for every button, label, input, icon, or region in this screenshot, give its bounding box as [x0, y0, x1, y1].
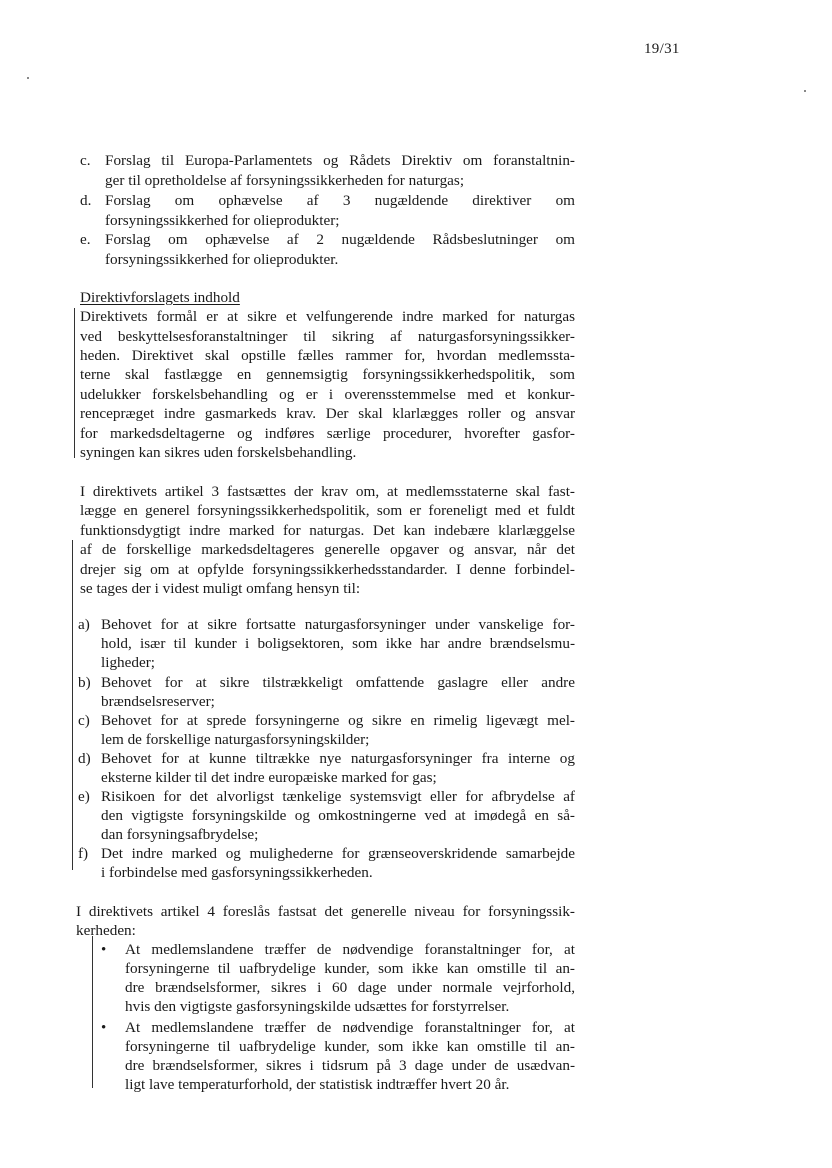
list-item-line: ger til opretholdelse af forsyningssikkerheden for naturgas;	[105, 172, 465, 189]
scan-speck	[804, 90, 806, 92]
list-item-letter: c)	[78, 712, 90, 729]
list-item-line: i forbindelse med gasforsyningssikkerheden.	[101, 864, 373, 881]
bullet-line: forsyningerne til uafbrydelige kunder, som ikke kan omstille til an-	[125, 960, 575, 977]
paragraph-line: terne skal fastlægge en gennemsigtig forsyningssikkerhedspolitik, som	[80, 366, 575, 383]
paragraph-line: I direktivets artikel 4 foreslås fastsat det generelle niveau for forsyningssik-	[76, 903, 575, 920]
paragraph-line: for markedsdeltagerne og indføres særlige procedurer, hvorefter gasfor-	[80, 425, 575, 442]
paragraph-line: rencepræget indre gasmarkeds krav. Der skal klarlægges roller og ansvar	[80, 405, 575, 422]
list-item-letter: e.	[80, 231, 91, 248]
list-item-letter: d.	[80, 192, 92, 209]
margin-bar	[92, 936, 93, 1088]
section-heading: Direktivforslagets indhold	[80, 289, 240, 306]
list-item-letter: c.	[80, 152, 91, 169]
bullet-icon: •	[101, 1020, 107, 1036]
list-item-line: Behovet for at sikre tilstrækkeligt omfattende gaslagre eller andre	[101, 674, 575, 691]
bullet-line: At medlemslandene træffer de nødvendige foranstaltninger for, at	[125, 941, 575, 958]
bullet-line: At medlemslandene træffer de nødvendige foranstaltninger for, at	[125, 1019, 575, 1036]
bullet-icon: •	[101, 942, 107, 958]
list-item-line: Behovet for at sikre fortsatte naturgasforsyninger under vanskelige for-	[101, 616, 575, 633]
paragraph-line: I direktivets artikel 3 fastsættes der krav om, at medlemsstaterne skal fast-	[80, 483, 575, 500]
paragraph-line: drejer sig om at opfylde forsyningssikkerhedsstandarder. I denne forbindel-	[80, 561, 575, 578]
list-item-letter: f)	[78, 845, 89, 862]
paragraph-line: udelukker forskelsbehandling og er i overensstemmelse med et konkur-	[80, 386, 575, 403]
list-item-line: Det indre marked og mulighederne for grænseoverskridende samarbejde	[101, 845, 575, 862]
paragraph-line: syningen kan sikres uden forskelsbehandling.	[80, 444, 357, 461]
list-item-line: lem de forskellige naturgasforsyningskilder;	[101, 731, 370, 748]
paragraph-line: af de forskellige markedsdeltageres generelle opgaver og ansvar, når det	[80, 541, 575, 558]
list-item-line: forsyningssikkerhed for olieprodukter;	[105, 212, 340, 229]
list-item-line: ligheder;	[101, 654, 155, 671]
list-item-line: Forslag om ophævelse af 3 nugældende direktiver om	[105, 192, 575, 209]
page-number: 19/31	[644, 41, 680, 57]
paragraph-line: kerheden:	[76, 922, 136, 939]
bullet-line: dre brændselsformer, sikres i tidsrum på 3 dage under de usædvan-	[125, 1057, 575, 1074]
margin-bar	[74, 308, 75, 458]
list-item-line: Behovet for at kunne tiltrække nye naturgasforsyninger fra interne og	[101, 750, 575, 767]
paragraph-line: funktionsdygtigt indre marked for naturgas. Det kan indebære klarlæggelse	[80, 522, 575, 539]
list-item-line: Risikoen for det alvorligst tænkelige systemsvigt eller for afbrydelse af	[101, 788, 575, 805]
margin-bar	[72, 540, 73, 870]
list-item-line: Forslag om ophævelse af 2 nugældende Rådsbeslutninger om	[105, 231, 575, 248]
list-item-line: hold, især til kunder i boligsektoren, som ikke har andre brændselsmu-	[101, 635, 575, 652]
list-item-letter: e)	[78, 788, 90, 805]
list-item-line: Forslag til Europa-Parlamentets og Rådets Direktiv om foranstaltnin-	[105, 152, 575, 169]
bullet-line: forsyningerne til uafbrydelige kunder, som ikke kan omstille til an-	[125, 1038, 575, 1055]
list-item-line: dan forsyningsafbrydelse;	[101, 826, 259, 843]
list-item-letter: a)	[78, 616, 90, 633]
list-item-letter: b)	[78, 674, 91, 691]
scan-speck	[27, 77, 29, 79]
paragraph-line: heden. Direktivet skal opstille fælles rammer for, hvordan medlemssta-	[80, 347, 575, 364]
paragraph-line: ved beskyttelsesforanstaltninger til sikring af naturgasforsyningssikker-	[80, 328, 575, 345]
list-item-letter: d)	[78, 750, 91, 767]
list-item-line: Behovet for at sprede forsyningerne og sikre en rimelig ligevægt mel-	[101, 712, 575, 729]
paragraph-line: lægge en generel forsyningssikkerhedspolitik, som er foreneligt med et fuldt	[80, 502, 575, 519]
paragraph-line: se tages der i videst muligt omfang hensyn til:	[80, 580, 361, 597]
list-item-line: den vigtigste forsyningskilde og omkostningerne ved at imødegå en så-	[101, 807, 575, 824]
list-item-line: eksterne kilder til det indre europæiske marked for gas;	[101, 769, 437, 786]
paragraph-line: Direktivets formål er at sikre et velfungerende indre marked for naturgas	[80, 308, 575, 325]
list-item-line: forsyningssikkerhed for olieprodukter.	[105, 251, 339, 268]
bullet-line: hvis den vigtigste gasforsyningskilde udsættes for forstyrrelser.	[125, 998, 510, 1015]
list-item-line: brændselsreserver;	[101, 693, 215, 710]
bullet-line: dre brændselsformer, sikres i 60 dage under normale vejrforhold,	[125, 979, 575, 996]
bullet-line: ligt lave temperaturforhold, der statistisk indtræffer hvert 20 år.	[125, 1076, 510, 1093]
